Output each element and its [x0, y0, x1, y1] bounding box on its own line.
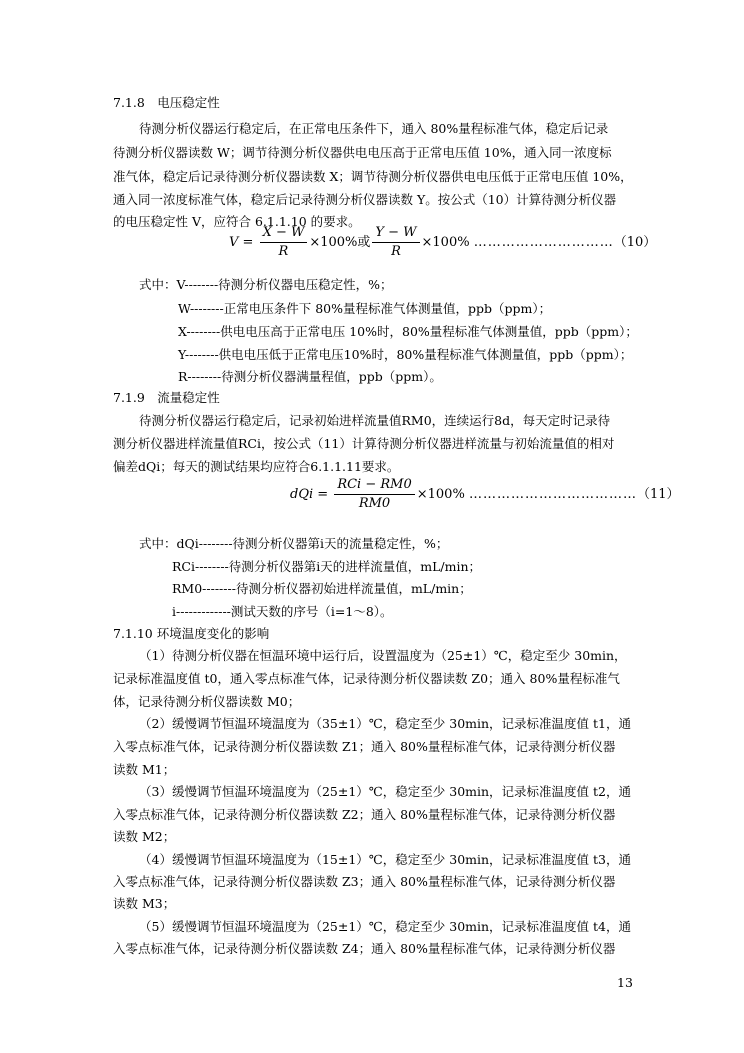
paragraph-line: 待测分析仪器运行稳定后，在正常电压条件下，通入 80%量程标准气体，稳定后记录: [139, 121, 609, 136]
equation-middle: ×100%或: [309, 235, 371, 250]
equation-number: （10）: [613, 235, 657, 250]
fraction-numerator: X − W: [260, 224, 308, 243]
fraction-numerator: Y − W: [372, 224, 419, 243]
paragraph-line: 准气体，稳定后记录待测分析仪器读数 X；调节待测分析仪器供电电压低于正常电压值 10%，: [113, 169, 633, 184]
definition-line: RCi--------待测分析仪器第i天的进样流量值，mL/min；: [172, 559, 482, 574]
paragraph-line: 待测分析仪器读数 W；调节待测分析仪器供电电压高于正常电压值 10%，通入同一浓度标: [113, 145, 612, 160]
leader-dots: ………………………………: [468, 487, 637, 502]
paragraph-line: （3）缓慢调节恒温环境温度为（25±1）℃，稳定至少 30min，记录标准温度值 t2，通: [139, 784, 631, 799]
fraction-numerator: RCi − RM0: [334, 476, 414, 495]
equation-10: [229, 224, 656, 261]
leader-dots: …………………………: [473, 235, 614, 250]
definition-line: RM0--------待测分析仪器初始进样流量值，mL/min；: [172, 581, 472, 596]
fraction-denominator: RM0: [358, 496, 391, 511]
paragraph-line: 入零点标准气体，记录待测分析仪器读数 Z4；通入 80%量程标准气体，记录待测分析仪器: [113, 941, 616, 956]
paragraph-line: 测分析仪器进样流量值RCi，按公式（11）计算待测分析仪器进样流量与初始流量值的相对: [113, 436, 615, 451]
fraction: [334, 476, 414, 513]
paragraph-line: （4）缓慢调节恒温环境温度为（15±1）℃，稳定至少 30min，记录标准温度值 t3，通: [139, 852, 631, 867]
equation-tail: ×100%: [421, 235, 470, 250]
paragraph-line: 的电压稳定性 V，应符合 6.1.1.10 的要求。: [113, 214, 361, 229]
section-heading-7-1-9: 7.1.9 流量稳定性: [113, 390, 220, 405]
paragraph-line: 读数 M1；: [113, 762, 176, 777]
section-heading-7-1-10: 7.1.10 环境温度变化的影响: [113, 626, 270, 641]
paragraph-line: 记录标准温度值 t0，通入零点标准气体，记录待测分析仪器读数 Z0；通入 80%量程标准气: [113, 671, 620, 686]
paragraph-line: 偏差dQi；每天的测试结果均应符合6.1.1.11要求。: [113, 459, 400, 474]
paragraph-line: （1）待测分析仪器在恒温环境中运行后，设置温度为（25±1）℃，稳定至少 30min，: [139, 648, 627, 663]
definition-line: X--------供电电压高于正常电压 10%时，80%量程标准气体测量值，ppb（ppm）；: [178, 324, 638, 339]
fraction: [372, 224, 419, 261]
paragraph-line: （2）缓慢调节恒温环境温度为（35±1）℃，稳定至少 30min，记录标准温度值 t1，通: [139, 716, 631, 731]
equation-tail: ×100%: [416, 487, 465, 502]
equation-lhs: V =: [229, 235, 254, 250]
paragraph-line: 入零点标准气体，记录待测分析仪器读数 Z1；通入 80%量程标准气体，记录待测分析仪器: [113, 739, 616, 754]
paragraph-line: 入零点标准气体，记录待测分析仪器读数 Z2；通入 80%量程标准气体，记录待测分析仪器: [113, 807, 616, 822]
page-number: 13: [617, 975, 633, 990]
equation-lhs: dQi =: [290, 487, 329, 502]
paragraph-line: 入零点标准气体，记录待测分析仪器读数 Z3；通入 80%量程标准气体，记录待测分析仪器: [113, 874, 616, 889]
paragraph-line: 读数 M2；: [113, 829, 176, 844]
definition-line: 式中：dQi--------待测分析仪器第i天的流量稳定性，%；: [139, 536, 449, 551]
definition-line: W--------正常电压条件下 80%量程标准气体测量值，ppb（ppm）；: [178, 301, 552, 316]
fraction-denominator: R: [391, 244, 401, 259]
paragraph-line: 通入同一浓度标准气体，稳定后记录待测分析仪器读数 Y。按公式（10）计算待测分析仪器: [113, 192, 617, 207]
definition-line: Y--------供电电压低于正常电压10%时，80%量程标准气体测量值，ppb（ppm）；: [178, 347, 633, 362]
definition-line: 式中：V--------待测分析仪器电压稳定性，%；: [139, 277, 393, 292]
section-heading-7-1-8: 7.1.8 电压稳定性: [113, 95, 220, 110]
paragraph-line: 体，记录待测分析仪器读数 M0；: [113, 694, 301, 709]
paragraph-line: 读数 M3；: [113, 896, 176, 911]
paragraph-line: （5）缓慢调节恒温环境温度为（25±1）℃，稳定至少 30min，记录标准温度值 t4，通: [139, 919, 631, 934]
fraction-denominator: R: [278, 244, 289, 259]
definition-line: i-------------测试天数的序号（i=1～8）。: [172, 604, 393, 619]
fraction: [260, 224, 308, 261]
definition-line: R--------待测分析仪器满量程值，ppb（ppm）。: [178, 369, 442, 384]
equation-11: [290, 476, 679, 513]
paragraph-line: 待测分析仪器运行稳定后，记录初始进样流量值RM0，连续运行8d，每天定时记录待: [139, 413, 611, 428]
equation-number: （11）: [636, 487, 680, 502]
